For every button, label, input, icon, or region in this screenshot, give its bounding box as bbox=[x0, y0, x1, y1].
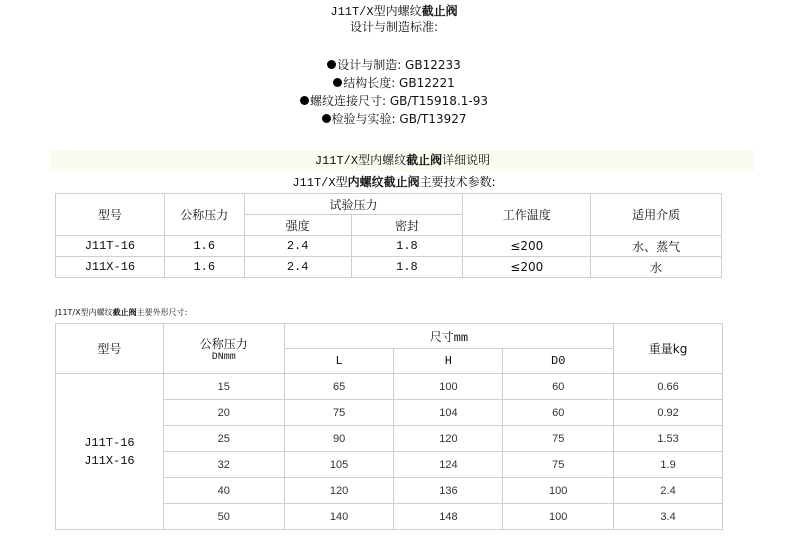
header-temperature: 工作温度 bbox=[463, 194, 591, 236]
table-row bbox=[56, 257, 722, 278]
cell-H: 136 bbox=[394, 478, 503, 504]
header-weight: 重量kg bbox=[614, 324, 723, 374]
cell-strength: 2.4 bbox=[244, 236, 351, 257]
model-2: J11X-16 bbox=[84, 453, 135, 468]
cell-L: 75 bbox=[284, 400, 394, 426]
cell-models bbox=[56, 374, 164, 530]
dims-table bbox=[55, 323, 723, 530]
header-pressure: 公称压力 bbox=[164, 194, 244, 236]
cell-weight: 0.66 bbox=[614, 374, 723, 400]
cell-dn: 40 bbox=[163, 478, 284, 504]
dims-caption-suffix: 主要外形尺寸: bbox=[136, 308, 188, 317]
params-caption-suffix: 主要技术参数: bbox=[419, 175, 496, 189]
cell-L: 140 bbox=[284, 504, 394, 530]
standard-text: 结构长度: GB12221 bbox=[343, 76, 455, 90]
params-caption bbox=[0, 173, 788, 192]
cell-D0: 75 bbox=[503, 426, 614, 452]
params-caption-prefix: J11T/X型 bbox=[292, 176, 348, 190]
title-bold: 截止阀 bbox=[421, 4, 458, 18]
cell-pressure: 1.6 bbox=[164, 236, 244, 257]
cell-temp: ≤200 bbox=[463, 257, 591, 278]
standard-text: 螺纹连接尺寸: GB/T15918.1-93 bbox=[310, 94, 488, 108]
header-dn: DNmm bbox=[211, 351, 236, 363]
title-prefix: J11T/X型内螺纹 bbox=[330, 5, 422, 19]
bullet-icon bbox=[327, 60, 336, 69]
band-prefix: J11T/X型内螺纹 bbox=[314, 154, 407, 168]
header-seal: 密封 bbox=[351, 215, 463, 236]
bullet-icon bbox=[333, 78, 342, 87]
cell-dn: 20 bbox=[163, 400, 284, 426]
cell-D0: 60 bbox=[503, 374, 614, 400]
cell-dn: 32 bbox=[163, 452, 284, 478]
cell-D0: 100 bbox=[503, 478, 614, 504]
cell-seal: 1.8 bbox=[351, 257, 463, 278]
cell-medium: 水、蒸气 bbox=[591, 236, 722, 257]
bullet-icon bbox=[322, 114, 331, 123]
header-pressure bbox=[163, 324, 284, 374]
cell-H: 124 bbox=[394, 452, 503, 478]
cell-H: 120 bbox=[394, 426, 503, 452]
header-H: H bbox=[394, 349, 503, 374]
cell-pressure: 1.6 bbox=[164, 257, 244, 278]
cell-H: 100 bbox=[394, 374, 503, 400]
band-suffix: 详细说明 bbox=[442, 153, 491, 167]
header-model: 型号 bbox=[56, 324, 164, 374]
cell-medium: 水 bbox=[591, 257, 722, 278]
header-medium: 适用介质 bbox=[591, 194, 722, 236]
band-bold: 截止阀 bbox=[406, 153, 443, 167]
cell-weight: 1.53 bbox=[614, 426, 723, 452]
bullet-icon bbox=[300, 96, 309, 105]
cell-L: 105 bbox=[284, 452, 394, 478]
cell-H: 148 bbox=[394, 504, 503, 530]
params-caption-bold: 内螺纹截止阀 bbox=[347, 175, 420, 189]
cell-D0: 100 bbox=[503, 504, 614, 530]
cell-temp: ≤200 bbox=[463, 236, 591, 257]
standard-text: 检验与实验: GB/T13927 bbox=[331, 112, 467, 126]
standard-text: 设计与制造: GB12233 bbox=[337, 58, 461, 72]
cell-D0: 60 bbox=[503, 400, 614, 426]
cell-model: J11X-16 bbox=[56, 257, 165, 278]
cell-seal: 1.8 bbox=[351, 236, 463, 257]
header-model: 型号 bbox=[56, 194, 165, 236]
section-band bbox=[50, 150, 755, 171]
cell-L: 120 bbox=[284, 478, 394, 504]
header-size: 尺寸mm bbox=[284, 324, 613, 349]
cell-weight: 3.4 bbox=[614, 504, 723, 530]
cell-strength: 2.4 bbox=[244, 257, 351, 278]
cell-weight: 1.9 bbox=[614, 452, 723, 478]
standard-item bbox=[0, 92, 788, 110]
table-row bbox=[56, 374, 723, 400]
cell-model: J11T-16 bbox=[56, 236, 165, 257]
subtitle: 设计与制造标准: bbox=[349, 20, 439, 34]
cell-D0: 75 bbox=[503, 452, 614, 478]
table-row bbox=[56, 236, 722, 257]
cell-weight: 0.92 bbox=[614, 400, 723, 426]
header-test-pressure: 试验压力 bbox=[244, 194, 463, 215]
standard-item bbox=[0, 74, 788, 92]
standard-item bbox=[0, 56, 788, 74]
cell-L: 65 bbox=[284, 374, 394, 400]
params-table bbox=[55, 193, 722, 278]
cell-weight: 2.4 bbox=[614, 478, 723, 504]
header-pressure-label: 公称压力 bbox=[199, 336, 248, 351]
model-1: J11T-16 bbox=[84, 435, 135, 450]
dims-caption-bold: 截止阀 bbox=[112, 308, 137, 317]
cell-H: 104 bbox=[394, 400, 503, 426]
standard-item bbox=[0, 110, 788, 128]
header-D0: D0 bbox=[503, 349, 614, 374]
cell-L: 90 bbox=[284, 426, 394, 452]
cell-dn: 15 bbox=[163, 374, 284, 400]
dims-caption bbox=[55, 307, 187, 318]
dims-caption-prefix: J11T/X型内螺纹 bbox=[55, 308, 113, 317]
header-L: L bbox=[284, 349, 394, 374]
header-strength: 强度 bbox=[244, 215, 351, 236]
cell-dn: 25 bbox=[163, 426, 284, 452]
cell-dn: 50 bbox=[163, 504, 284, 530]
